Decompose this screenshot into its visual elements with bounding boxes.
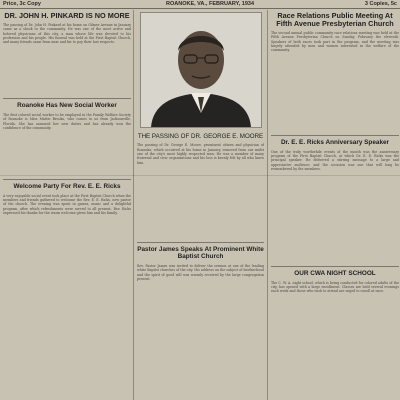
photo-caption: THE PASSING OF DR. GEORGE E. MOORE — [137, 133, 264, 140]
article-body: The passing of Dr. George E. Moore, prominent citizen and physician of Roanoke, which occurred at his home in January, removed from our midst one of the city's most highly respected men. He was a member of many fraternal and civic organizations and his loss is keenly felt by all who knew him. — [137, 143, 264, 165]
section-divider — [271, 135, 399, 136]
article-body: The C. W. A. night school, which is being conducted for colored adults of the city, has opened with a large enrollment. Classes are held several evenings each week and those who wish to attend are urged to enroll at once. — [271, 280, 399, 294]
article-headline: Welcome Party For Rev. E. E. Ricks — [13, 182, 121, 190]
article-body: The passing of Dr. John H. Pinkard at his home on Gilmer Avenue in January came as a shock to the community. He was one of the most active and beloved physicians of this city, a man whose life was devoted to his profession and his people. His funeral was held at the First Baptist Church, and many friends came from near and far to pay their last respects. — [3, 22, 131, 45]
article-headline: Race Relations Public Meeting At Fifth Avenue Presbyterian Church — [276, 11, 394, 28]
article-body: The second annual public community race relations meeting was held at the Fifth Avenue Presbyterian Church on Sunday, February the eleventh. Speakers of both races took part in the program, and the meeting was largely attended by men and women interested in the welfare of the community. — [271, 30, 399, 53]
article-body: One of the truly worthwhile events of the month was the anniversary program of the First Baptist Church, at which Dr. E. E. Ricks was the principal speaker. He delivered a stirring message to a large and appreciative audience, and the occasion was one that will long be remembered by the members. — [271, 149, 399, 172]
article-headline: Pastor James Speaks At Prominent White Baptist Church — [137, 246, 264, 261]
portrait-image — [141, 13, 261, 127]
article-body: The first colored social worker to be employed in the Family Welfare Society of Roanoke is Miss Mattie Brooks, who comes to us from Jacksonville, Florida. She has assumed her new duties and has already won the confidence of the community. — [3, 112, 131, 130]
article-headline: DR. JOHN H. PINKARD IS NO MORE — [4, 11, 130, 20]
masthead-price: Price, 3c Copy — [3, 1, 41, 7]
article-body: Rev. Pastor James was invited to deliver the sermon at one of the leading white Baptist churches of the city. His address on the subject of brotherhood and the spirit of good will was warmly received by the large congregation present. — [137, 263, 264, 282]
column-rule — [267, 10, 268, 400]
masthead-dateline: ROANOKE, VA., FEBRUARY, 1934 — [166, 1, 255, 7]
left-column — [3, 10, 131, 374]
middle-column — [137, 10, 264, 344]
section-divider — [3, 179, 131, 180]
section-divider — [137, 242, 264, 243]
column-rule — [133, 10, 134, 400]
article-headline: Dr. E. E. Ricks Anniversary Speaker — [280, 138, 390, 146]
right-column — [271, 10, 399, 351]
masthead — [0, 0, 400, 9]
masthead-copies: 3 Copies, 5c — [364, 1, 397, 7]
article-headline: Roanoke Has New Social Worker — [17, 101, 117, 109]
section-divider — [271, 266, 399, 267]
section-divider — [3, 98, 131, 99]
article-body: A very enjoyable social event took place at the First Baptist Church when the members and friends gathered to welcome the Rev. E. E. Ricks, new pastor of the church. The evening was spent in games, music and a delightful program, after which refreshments were served to all present. Rev. Ricks expressed his thanks for the warm welcome given him and his family. — [3, 193, 131, 216]
article-headline: OUR CWA NIGHT SCHOOL — [294, 269, 376, 277]
portrait-photo — [140, 12, 262, 128]
